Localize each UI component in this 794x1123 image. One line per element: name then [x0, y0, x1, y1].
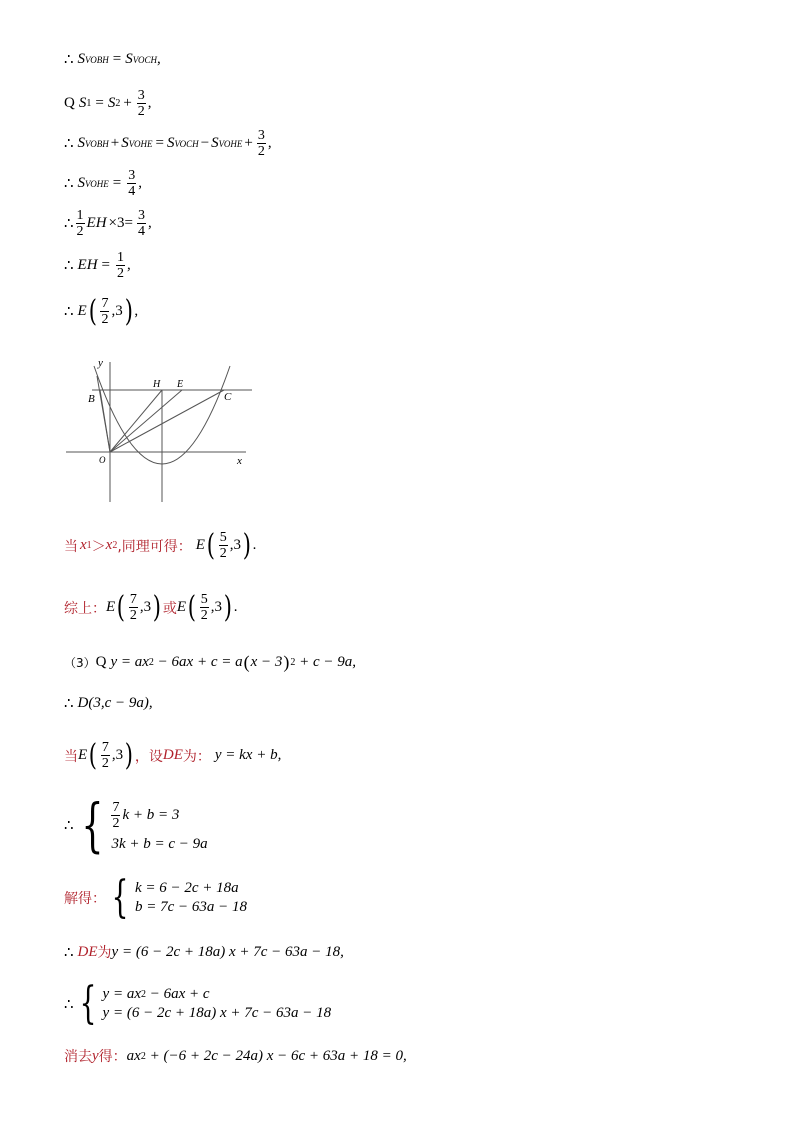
punct: .	[233, 599, 238, 615]
d-line	[64, 694, 153, 713]
numerator: 3	[257, 128, 265, 143]
area-symbol: S	[211, 135, 219, 151]
parabola-figure	[62, 352, 262, 512]
punct: ,	[147, 215, 152, 231]
text: 得：	[98, 1049, 127, 1065]
coordinate: ,3	[210, 599, 222, 615]
right-paren: )	[124, 293, 133, 329]
line-1	[64, 50, 161, 69]
area-symbol: S	[77, 175, 86, 191]
point-label: E	[106, 599, 116, 615]
line-5	[64, 208, 152, 239]
operator: ×3=	[108, 215, 133, 231]
line-4	[64, 168, 142, 199]
text: 或	[162, 600, 177, 617]
equation: k + b = 3	[122, 807, 180, 823]
denominator: 2	[219, 546, 227, 561]
area-symbol: S	[121, 135, 129, 151]
when-e-line	[64, 737, 282, 773]
right-paren: )	[223, 589, 232, 625]
segment-label: DE	[77, 943, 98, 960]
system-2	[64, 978, 332, 1029]
operator: =	[101, 257, 111, 273]
area-symbol: S	[125, 51, 133, 67]
system-row	[111, 835, 207, 854]
equation: + (−6 + 2c − 24a) x − 6c + 63a + 18 = 0,	[145, 1047, 407, 1064]
numerator: 7	[101, 296, 109, 311]
denominator: 2	[101, 312, 109, 327]
right-paren: )	[152, 589, 162, 625]
system-row	[135, 879, 247, 898]
fraction	[137, 208, 146, 239]
fraction	[129, 592, 138, 623]
segment-label: EH	[77, 257, 98, 273]
equation: 3k + b = c − 9a	[111, 835, 208, 852]
numerator: 7	[101, 740, 109, 755]
numerator: 7	[129, 592, 137, 607]
equation-system	[106, 872, 248, 923]
line-6	[64, 250, 131, 281]
therefore-symbol: ∴	[64, 996, 74, 1013]
text: 消去	[64, 1049, 92, 1065]
left-paren: (	[88, 737, 98, 773]
fraction	[76, 208, 85, 239]
label-c: C	[224, 391, 232, 403]
fraction	[127, 168, 136, 199]
fraction	[111, 800, 120, 831]
punct: .	[252, 537, 257, 553]
denominator: 2	[117, 266, 125, 281]
variable: x	[105, 537, 113, 553]
text: 为	[97, 945, 112, 961]
therefore-symbol: ∴	[64, 817, 74, 834]
equation: b = 7c − 63a − 18	[135, 899, 248, 915]
system-row	[135, 898, 247, 917]
left-paren: (	[116, 589, 126, 625]
left-paren: (	[243, 652, 250, 672]
equation: y = (6 − 2c + 18a) x + 7c − 63a − 18	[102, 1005, 332, 1021]
subscript: 2	[112, 540, 118, 551]
equation: y = kx + b,	[214, 747, 282, 763]
label-o: O	[99, 455, 106, 465]
text: 解得：	[64, 891, 106, 907]
punct: ,	[156, 51, 161, 67]
operator: ＞	[91, 538, 106, 555]
elim-line	[64, 1046, 407, 1066]
fraction	[100, 296, 109, 327]
operator: +	[123, 95, 132, 111]
because-symbol: Q	[64, 95, 75, 111]
numerator: 1	[76, 208, 84, 223]
denominator: 2	[76, 224, 84, 239]
label-h: H	[153, 379, 161, 390]
area-symbol: S	[77, 51, 86, 67]
therefore-symbol: ∴	[64, 52, 74, 68]
equation: − 6ax + c = a	[153, 654, 243, 670]
right-paren: )	[283, 652, 290, 672]
text: ,同理可得：	[117, 538, 192, 555]
part-label: （3）	[64, 656, 96, 670]
numerator: 1	[117, 250, 125, 265]
operator: =	[95, 95, 104, 111]
therefore-symbol: ∴	[64, 136, 74, 152]
subscript: VOBH	[85, 54, 109, 65]
text: 当	[64, 538, 78, 555]
denominator: 2	[129, 608, 137, 623]
right-paren: )	[124, 737, 134, 773]
superscript: 2	[148, 657, 154, 668]
variable: y	[92, 1047, 99, 1064]
superscript: 2	[140, 1050, 146, 1062]
solve-line	[64, 872, 248, 923]
line-7	[64, 293, 139, 329]
point-label: E	[77, 303, 87, 319]
segment-oh	[110, 390, 162, 452]
point-label: E	[78, 747, 88, 763]
denominator: 4	[128, 184, 136, 199]
denominator: 2	[101, 756, 109, 771]
equation: ax	[126, 1047, 141, 1064]
left-paren: (	[187, 589, 196, 625]
numerator: 3	[128, 168, 136, 183]
subscript: 1	[86, 540, 92, 551]
system-rows	[135, 879, 247, 917]
denominator: 2	[112, 816, 120, 831]
label-e: E	[177, 379, 184, 390]
segment-bo-edge	[97, 376, 110, 452]
label-b: B	[88, 393, 95, 405]
numerator: 3	[137, 208, 145, 223]
punct: ,	[267, 135, 272, 151]
line-2	[64, 88, 152, 119]
punct: ,	[127, 257, 131, 273]
text: ，设	[134, 748, 163, 765]
area-symbol: S	[166, 135, 175, 151]
denominator: 2	[257, 144, 265, 159]
denominator: 4	[137, 224, 145, 239]
de-line	[64, 942, 344, 962]
subscript: VOBH	[85, 138, 109, 149]
therefore-symbol: ∴	[64, 176, 74, 192]
equation: + c − 9a,	[295, 654, 357, 670]
numerator: 5	[219, 530, 227, 545]
operator: =	[112, 51, 122, 67]
subscript: VOHE	[218, 138, 243, 149]
system-rows	[111, 797, 207, 854]
fraction	[116, 250, 125, 281]
equation: y = (6 − 2c + 18a) x + 7c − 63a − 18,	[111, 943, 344, 960]
numerator: 7	[112, 800, 120, 815]
fraction	[257, 128, 266, 159]
area-symbol: S	[107, 95, 116, 111]
coordinate: ,3	[111, 747, 124, 763]
system-1	[64, 791, 208, 859]
system-row	[103, 1004, 332, 1023]
coordinate: ,3	[229, 537, 241, 553]
subscript: VOHE	[128, 138, 153, 149]
superscript: 2	[290, 657, 296, 668]
equation: − 6ax + c	[145, 986, 210, 1002]
therefore-symbol: ∴	[64, 304, 74, 320]
subscript: VOCH	[174, 138, 199, 149]
operator: +	[110, 135, 120, 151]
fraction	[200, 592, 209, 623]
numerator: 3	[137, 88, 145, 103]
text: 为：	[182, 748, 211, 765]
punct: ,	[147, 95, 152, 111]
equation-system	[74, 791, 208, 859]
coordinate: ,3	[111, 303, 123, 319]
numerator: 5	[200, 592, 208, 607]
variable: x	[80, 537, 87, 553]
system-row	[103, 985, 332, 1004]
subscript: 1	[86, 98, 92, 109]
part3-line	[64, 652, 356, 673]
label-y: y	[98, 357, 103, 369]
system-row	[111, 797, 207, 835]
subscript: 2	[115, 98, 121, 109]
coordinate: (3,c − 9a),	[88, 695, 153, 711]
operator: =	[155, 135, 164, 151]
brace: {	[79, 978, 96, 1029]
system-rows	[103, 985, 332, 1023]
operator: −	[200, 135, 210, 151]
left-paren: (	[88, 293, 97, 329]
brace: {	[111, 872, 129, 923]
operator: =	[112, 175, 122, 191]
denominator: 2	[200, 608, 208, 623]
point-label: E	[195, 537, 205, 553]
subscript: VOHE	[85, 178, 109, 189]
brace: {	[80, 791, 104, 859]
segment-label: DE	[162, 747, 183, 763]
operator: +	[244, 135, 253, 151]
therefore-symbol: ∴	[64, 944, 74, 961]
text: 综上：	[64, 600, 106, 617]
area-symbol: S	[78, 95, 87, 111]
label-x: x	[237, 455, 242, 467]
denominator: 2	[137, 104, 145, 119]
therefore-symbol: ∴	[64, 216, 74, 232]
area-symbol: S	[77, 135, 86, 151]
subscript: VOCH	[132, 54, 157, 65]
punct: ,	[138, 175, 142, 191]
coordinate: ,3	[139, 599, 152, 615]
equation: y = ax	[102, 986, 141, 1002]
fraction	[219, 530, 228, 561]
segment-label: EH	[86, 215, 107, 231]
case2-line	[64, 527, 257, 563]
point-label: E	[176, 599, 187, 615]
fraction	[137, 88, 146, 119]
punct: ,	[134, 303, 139, 319]
therefore-symbol: ∴	[64, 258, 74, 274]
superscript: 2	[140, 989, 146, 1000]
equation: k = 6 − 2c + 18a	[135, 880, 239, 896]
text: 当	[64, 748, 78, 765]
fraction	[101, 740, 110, 771]
left-paren: (	[206, 527, 215, 563]
equation-system	[74, 978, 332, 1029]
equation: y = ax	[110, 654, 149, 670]
point-label: D	[77, 695, 89, 711]
summary-line	[64, 589, 238, 625]
line-3	[64, 128, 272, 159]
right-paren: )	[242, 527, 251, 563]
equation: x − 3	[250, 654, 283, 670]
segment-oe	[110, 390, 182, 452]
therefore-symbol: ∴	[64, 696, 74, 712]
because-symbol: Q	[95, 654, 107, 670]
